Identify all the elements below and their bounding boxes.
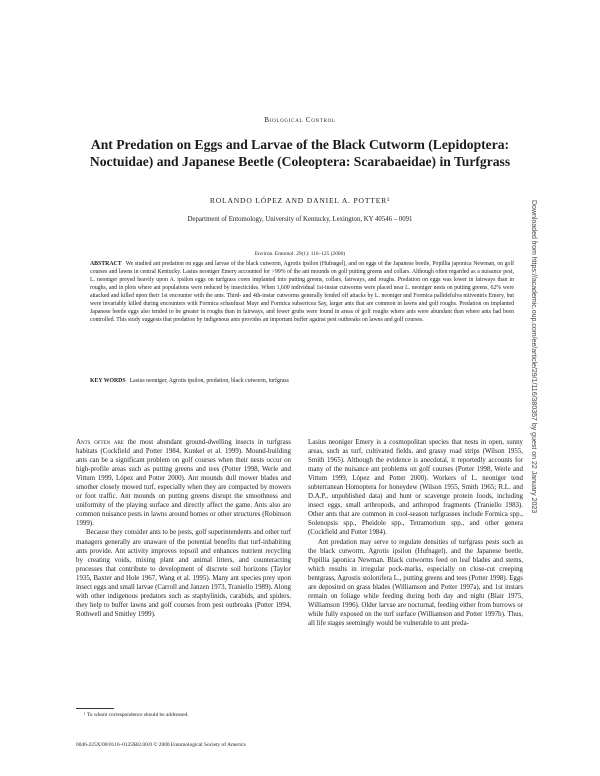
body-column-right (308, 438, 523, 628)
abstract-text: We studied ant predation on eggs and larvae of the black cutworm, Agrotis ipsilon (Hufnagel), and on eggs of the Japanese beetle, Popillia japonica Newman, on golf courses and lawns in central Kentucky. Lasius neoniger Emery accounted for >99% of the ant mounds on golf putting greens and collars. Although often regarded as a nuisance pest, L. neoniger preyed heavily upon A. ipsilon eggs on turfgrass cores implanted into putting greens, collars, fairways, and roughs. Predation on eggs was lower in fairways than in roughs, and in plots where ant populations were reduced by insecticides. When 1,600 individual 1st-instar cutworms were placed near L. neoniger nests on putting greens, 62% were attacked and killed upon their 1st encounter with the ants. Third- and 4th-instar cutworms generally fended off attacks by L. neoniger and Formica pallidefulva nitiventris Emery, but were invariably killed during encounters with Formica schaufussi Mayr and Formica subsericea Say, larger ants that are common in lawns and golf roughs. Predation on implanted Japanese beetle eggs also tended to be greater in roughs than in fairways, and fewer grubs were found in areas of golf roughs where ants were abundant than where ants had been controlled. This study suggests that predation by indigenous ants provides an important buffer against pest outbreaks on lawns and golf courses. (90, 261, 514, 324)
footnote-divider (76, 708, 114, 709)
body-paragraph: Ant predation may serve to regulate densities of turfgrass pests such as the black cutworm, Agrotis ipsilon (Hufnagel), and the Japanese beetle, Popillia japonica Newman. Black cutworms feed on leaf blades and stems, which results in irregular pock-marks, especially on close-cut creeping bentgrass, Agrostis stolonifera L., putting greens and tees (Potter 1998). Eggs are deposited on grass blades (Williamson and Potter 1997a), and 1st instars remain on foliage while feeding during both day and night (Blair 1975, Williamson 1996). Older larvae are nocturnal, feeding either from burrows or while fully exposed on the turf surface (Williamson and Potter 1997b). Thus, all life stages seemingly would be vulnerable to ant preda- (308, 538, 523, 627)
section-heading: Biological Control (264, 116, 336, 124)
article-title: Ant Predation on Eggs and Larvae of the Black Cutworm (Lepidoptera: Noctuidae) and Japanese Beetle (Coleoptera: Scarabaeidae) in Turfgrass (89, 137, 511, 169)
download-watermark: Downloaded from https://academic.oup.com/ee/article/29/1/116/380357 by guest on 22 January 2023 (530, 200, 537, 514)
paragraph-text: the most abundant ground-dwelling insects in turfgrass habitats (Cockfield and Potter 1984, Kunkel et al. 1999). Mound-building ants can be a significant problem on golf courses when their nests occur on high-profile areas such as putting greens and tees (Potter 1998, Werle and Vittum 1999, López and Potter 2000). Ant mounds dull mower blades and smother closely mowed turf, especially when they are compacted by mowers or foot traffic. Ant mounds on putting greens disrupt the smoothness and uniformity of the playing surface and directly affect the game. Ants also are common nuisance pests in lawns around homes or other structures (Robinson 1999). (76, 439, 291, 528)
affiliation: Department of Entomology, University of Kentucky, Lexington, KY 40546 – 0091 (187, 216, 413, 223)
abstract (90, 260, 514, 324)
keywords-text: Lasius neoniger, Agrotis ipsilon, predation, black cutworm, turfgrass (129, 378, 289, 384)
keywords (90, 378, 514, 384)
abstract-label: ABSTRACT (90, 261, 122, 267)
body-paragraph: Lasius neoniger Emery is a cosmopolitan species that nests in open, sunny areas, such as turf, cultivated fields, and grassy road strips (Wilson 1955, Smith 1965). Although the evidence is anecdotal, it reportedly accounts for many of the nuisance ant problems on golf courses (Potter 1998, Werle and Vittum 1999, López and Potter 2000). Workers of L. neoniger tend subterranean Homoptera for honeydew (Wilson 1955, Smith 1965; R.L. and D.A.P., unpublished data) and hunt or scavenge protein foods, including insect eggs, small arthropods, and arthropod fragments (Traniello 1983). Other ants that are common in cool-season turfgrasses include Formica spp., Solenopsis spp., Pheidole spp., Tetramorium spp., and other genera (Cockfield and Potter 1984). (308, 439, 523, 537)
journal-citation: Environ. Entomol. 29(1): 116–125 (2000) (254, 251, 346, 257)
body-paragraph (76, 438, 291, 528)
author-line: ROLANDO LÓPEZ AND DANIEL A. POTTER¹ (209, 196, 391, 205)
paragraph-lead-in: Ants often are (76, 439, 124, 446)
copyright-line: 0046-225X/00/0116–0125$02.00/0 © 2000 Entomological Society of America (76, 742, 246, 748)
body-paragraph: Because they consider ants to be pests, golf superintendents and other turf managers generally are unaware of the potential benefits that turf-inhabiting ants provide. Ant activity improves topsoil and enhances nutrient recycling by creating voids, mixing plant and animal litters, and counteracting processes that contribute to development of discrete soil horizons (Taylor 1935, Baxter and Hole 1967, Wang et al. 1995). Many ant species prey upon insect eggs and small larvae (Carroll and Janzen 1973, Traniello 1989). Along with other indigenous predators such as staphylinids, carabids, and spiders, they help to buffer lawns and golf courses from pest outbreaks (Potter 1994, Rothwell and Smitley 1999). (76, 529, 291, 618)
footnote: ¹ To whom correspondence should be addressed. (84, 712, 189, 718)
body-column-left (76, 438, 291, 619)
keywords-label: KEY WORDS (90, 378, 126, 384)
